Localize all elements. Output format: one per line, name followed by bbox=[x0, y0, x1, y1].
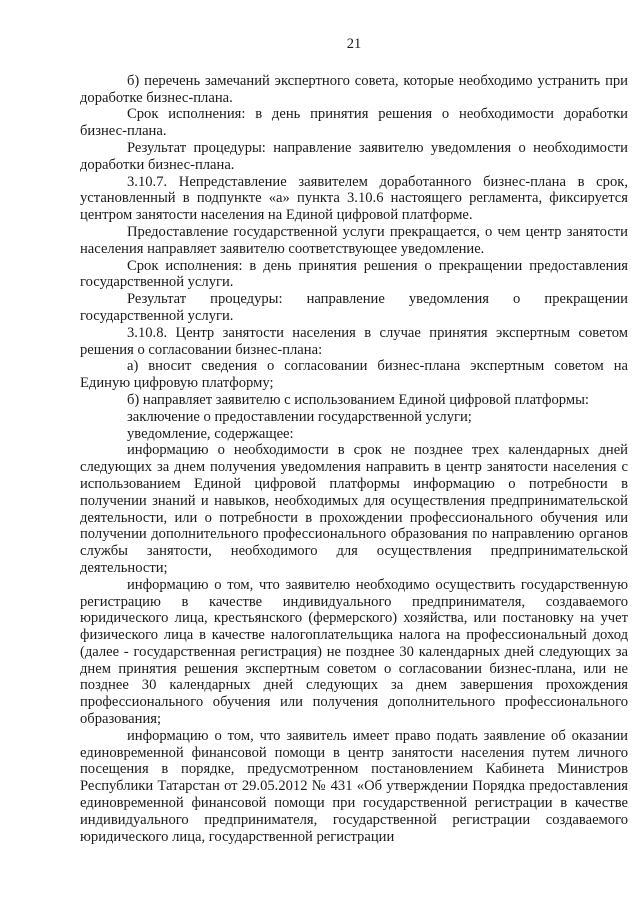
paragraph-termination: Предоставление государственной услуги прекращается, о чем центр занятости населения направляет заявителю соответствующее уведомление. bbox=[80, 223, 628, 257]
paragraph-list-item-a: а) вносит сведения о согласовании бизнес-плана экспертным советом на Единую цифровую платформу; bbox=[80, 358, 628, 392]
paragraph-info-training: информацию о необходимости в срок не позднее трех календарных дней следующих за днем получения уведомления направить в центр занятости населения с использованием Единой цифровой платформы информацию о потребности в получении знаний и навыков, необходимых для осуществления предпринимательской деятельности, или о потребности в прохождении профессионального обучения или получении дополнительного профессионального образования по направлению органов службы занятости, необходимого для осуществления предпринимательской деятельности; bbox=[80, 442, 628, 576]
paragraph-result: Результат процедуры: направление заявителю уведомления о необходимости доработки бизнес-плана. bbox=[80, 139, 628, 173]
paragraph-conclusion: заключение о предоставлении государственной услуги; bbox=[127, 408, 472, 425]
paragraph-list-item-b: б) перечень замечаний экспертного совета, которые необходимо устранить при доработке бизнес-плана. bbox=[80, 72, 628, 106]
paragraph-info-financial-aid: информацию о том, что заявитель имеет право подать заявление об оказании единовременной финансовой помощи в центр занятости населения путем личного посещения в порядке, предусмотренном постановлением Кабинета Министров Республики Татарстан от 29.05.2012 № 431 «Об утверждении Порядка предоставления единовременной финансовой помощи при государственной регистрации в качестве индивидуального предпринимателя, государственной регистрации создаваемого юридического лица, государственной регистрации bbox=[80, 727, 628, 845]
paragraph-3-10-7: 3.10.7. Непредставление заявителем доработанного бизнес-плана в срок, установленный в подпункте «а» пункта 3.10.6 настоящего регламента, фиксируется центром занятости населения на Единой цифровой платформе. bbox=[80, 173, 628, 224]
paragraph-notification: уведомление, содержащее: bbox=[127, 425, 294, 442]
page-number: 21 bbox=[346, 36, 362, 52]
paragraph-result: Результат процедуры: направление уведомления о прекращении государственной услуги. bbox=[80, 291, 628, 324]
paragraph-list-item-b: б) направляет заявителю с использованием Единой цифровой платформы: bbox=[127, 391, 589, 408]
paragraph-3-10-8: 3.10.8. Центр занятости населения в случае принятия экспертным советом решения о согласовании бизнес-плана: bbox=[80, 324, 628, 358]
paragraph-deadline: Срок исполнения: в день принятия решения о необходимости доработки бизнес-плана. bbox=[80, 106, 628, 140]
paragraph-info-registration: информацию о том, что заявителю необходимо осуществить государственную регистрацию в качестве индивидуального предпринимателя, создаваемого юридического лица, крестьянского (фермерского) хозяйства, или постановку на учет физического лица в качестве налогоплательщика налога на профессиональный доход (далее - государственная регистрация) не позднее 30 календарных дней следующих за днем принятия решения экспертным советом о согласовании бизнес-плана, или не позднее 30 календарных дней следующих за днем завершения прохождения профессионального обучения или получения дополнительного профессионального образования; bbox=[80, 576, 628, 728]
paragraph-deadline: Срок исполнения: в день принятия решения о прекращении предоставления государственной услуги. bbox=[80, 257, 628, 291]
document-page bbox=[80, 36, 628, 845]
